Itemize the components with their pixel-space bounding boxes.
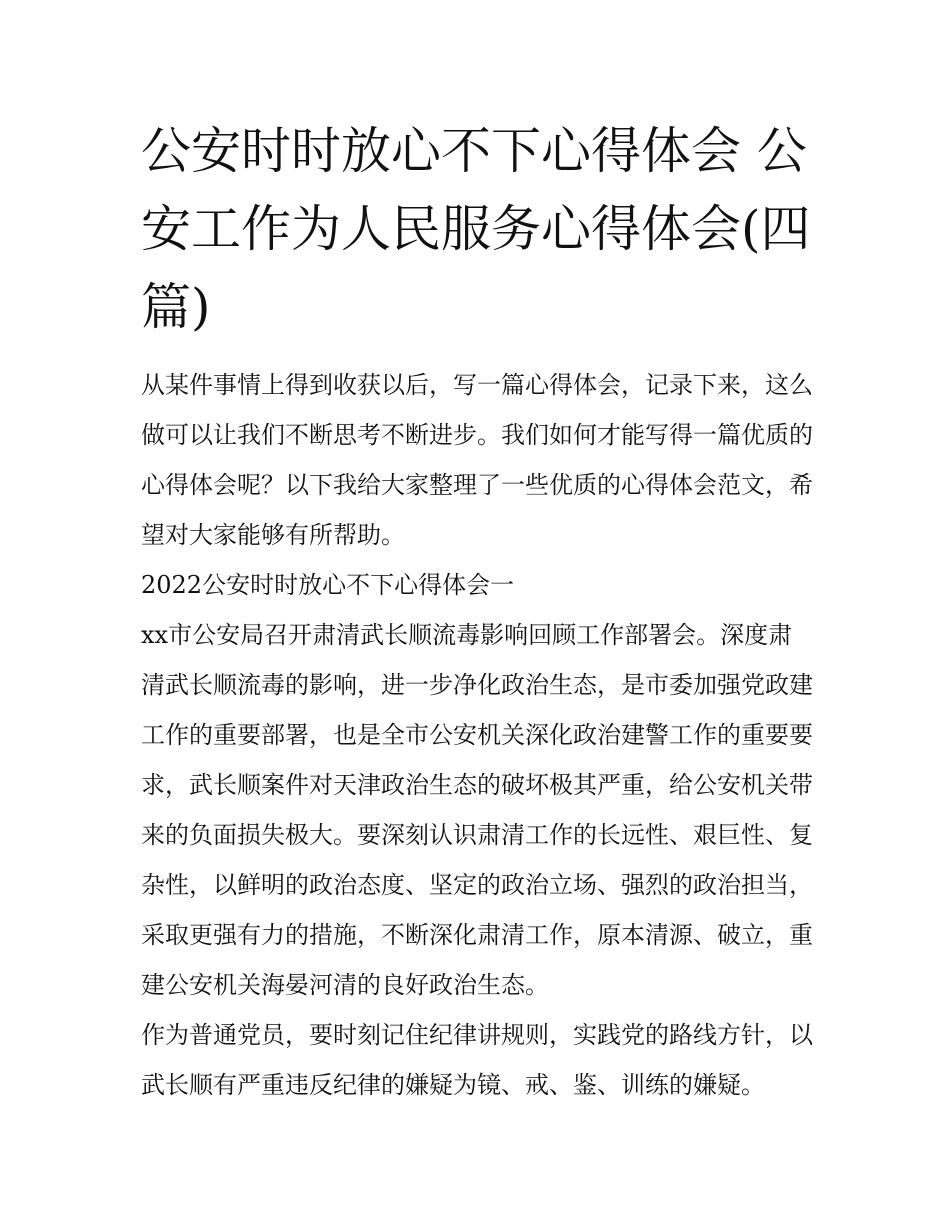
document-title: 公安时时放心不下心得体会 公安工作为人民服务心得体会(四篇) <box>141 122 811 336</box>
body-paragraph-2: 作为普通党员，要时刻记住纪律讲规则，实践党的路线方针，以武长顺有严重违反纪律的嫌疑为镜、戒、鉴、训练的嫌疑。 <box>141 1021 813 1099</box>
section-heading: 2022公安时时放心不下心得体会一 <box>141 571 515 599</box>
document-page <box>141 112 813 1110</box>
body-paragraph-1: xx市公安局召开肃清武长顺流毒影响回顾工作部署会。深度肃清武长顺流毒的影响，进一步净化政治生态，是市委加强党政建工作的重要部署，也是全市公安机关深化政治建警工作的重要要求，武长顺案件对天津政治生态的破坏极其严重，给公安机关带来的负面损失极大。要深刻认识肃清工作的长远性、艰巨性、复杂性，以鲜明的政治态度、坚定的政治立场、强烈的政治担当，采取更强有力的措施，不断深化肃清工作，原本清源、破立，重建公安机关海晏河清的良好政治生态。 <box>141 621 813 999</box>
intro-paragraph: 从某件事情上得到收获以后，写一篇心得体会，记录下来，这么做可以让我们不断思考不断进步。我们如何才能写得一篇优质的心得体会呢？以下我给大家整理了一些优质的心得体会范文，希望对大家能够有所帮助。 <box>141 371 813 549</box>
